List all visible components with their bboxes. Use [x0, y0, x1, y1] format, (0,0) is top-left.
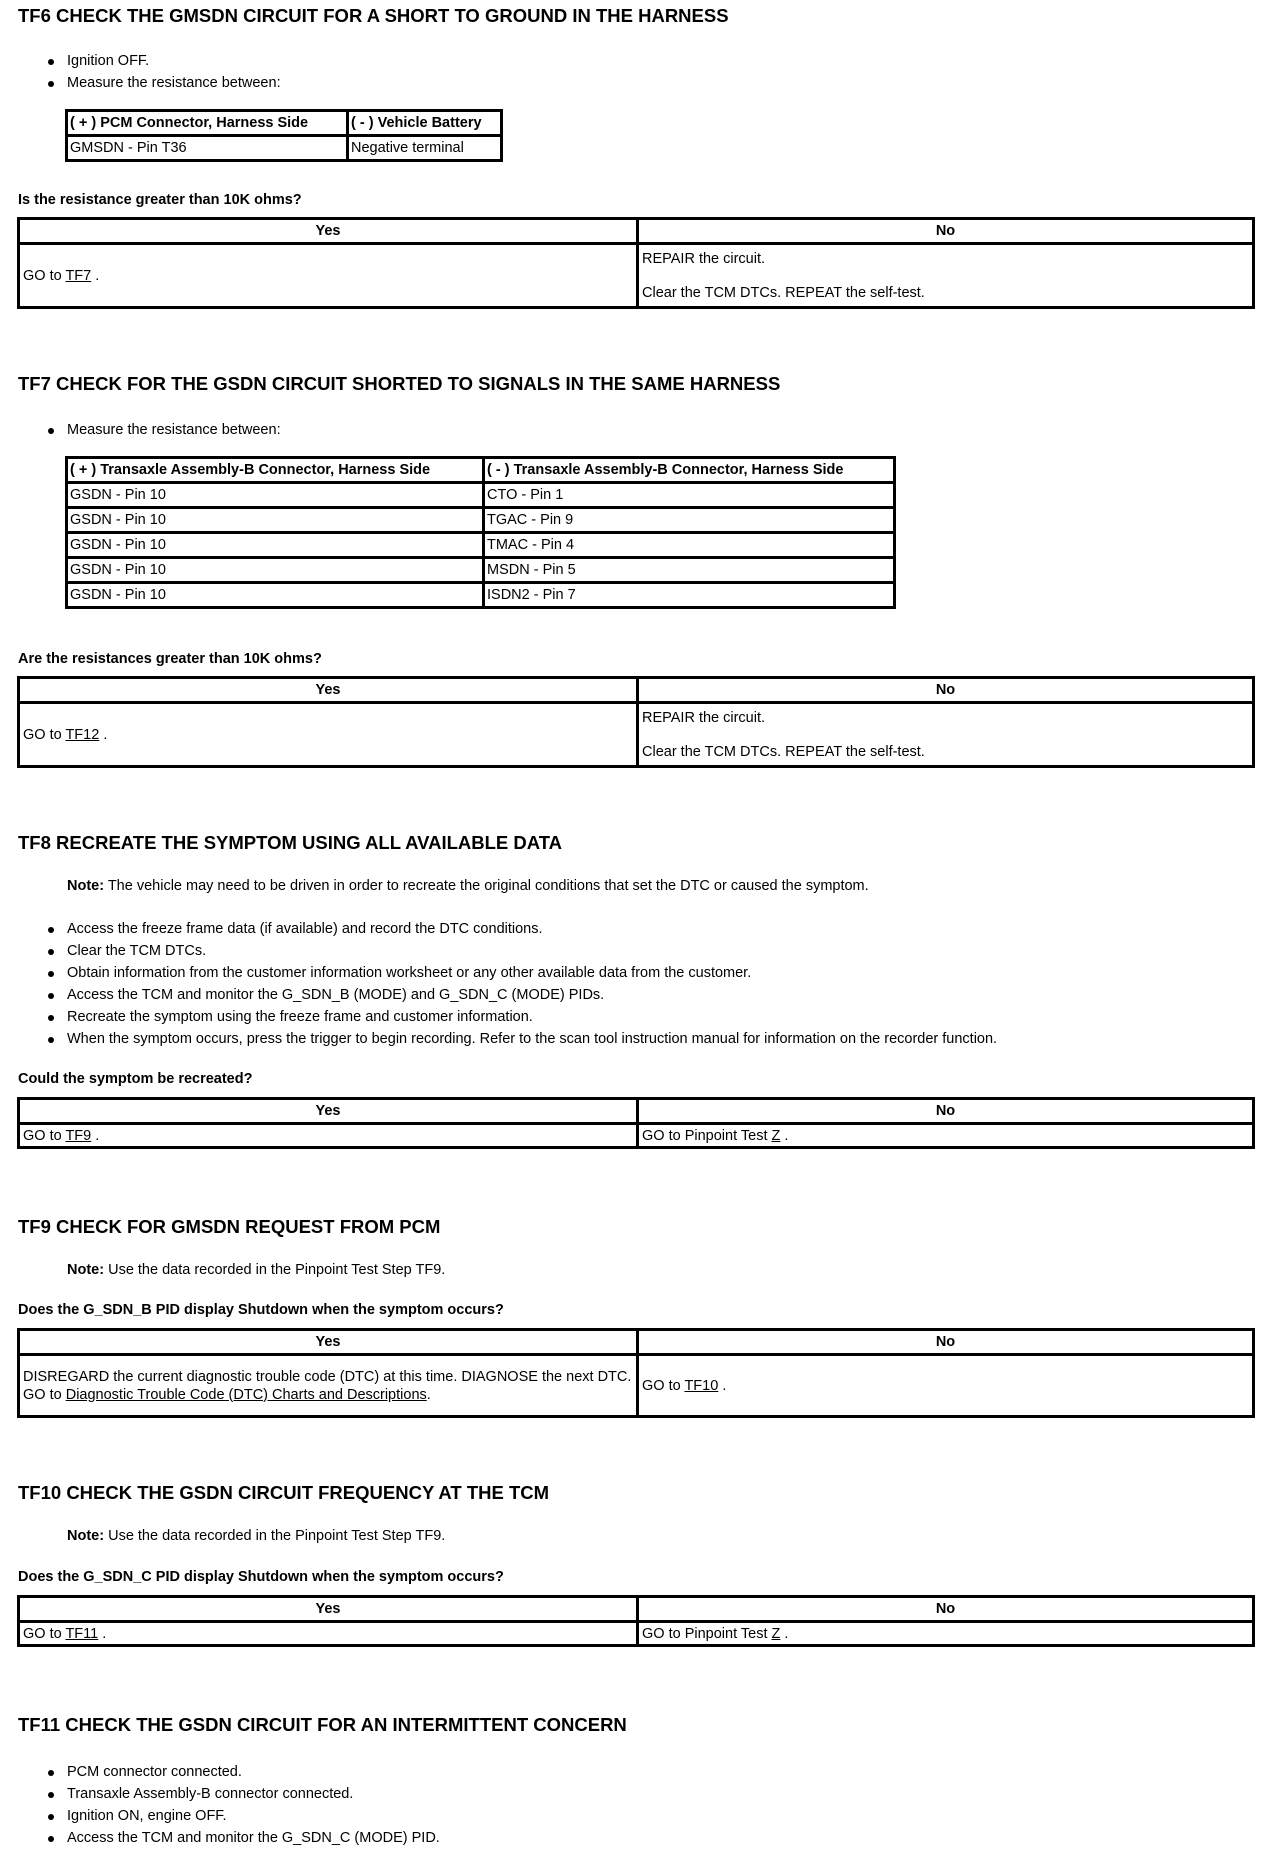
tf9-question: Does the G_SDN_B PID display Shutdown when the symptom occurs?	[18, 1302, 504, 1318]
list-item: Ignition OFF.	[48, 50, 281, 72]
tf9-link[interactable]: TF9	[65, 1127, 92, 1144]
tf6-bullet-list	[48, 50, 281, 94]
no-suffix: .	[780, 1625, 789, 1642]
list-item: When the symptom occurs, press the trigger to begin recording. Refer to the scan tool instruction manual for information on the recorder function.	[48, 1028, 997, 1050]
yes-suffix: .	[99, 726, 108, 743]
note-text: The vehicle may need to be driven in order to recreate the original conditions that set the DTC or caused the symptom.	[104, 878, 869, 894]
no-cell	[638, 244, 1254, 308]
table-header-cell: ( - ) Vehicle Battery	[348, 111, 502, 136]
table-row	[67, 508, 895, 533]
tf6-question: Is the resistance greater than 10K ohms?	[18, 192, 302, 208]
note-text: Use the data recorded in the Pinpoint Test Step TF9.	[104, 1528, 446, 1544]
no-header: No	[638, 678, 1254, 703]
table-row	[19, 1622, 1254, 1646]
pinpoint-test-z-link[interactable]: Z	[771, 1625, 781, 1642]
table-row	[67, 136, 502, 161]
tf8-bullet-list	[48, 918, 997, 1050]
tf8-heading: TF8 RECREATE THE SYMPTOM USING ALL AVAILABLE DATA	[18, 832, 563, 853]
list-item: Ignition ON, engine OFF.	[48, 1805, 440, 1827]
tf12-link[interactable]: TF12	[65, 726, 100, 743]
no-text: GO to Pinpoint Test	[642, 1625, 772, 1642]
no-header: No	[638, 219, 1254, 244]
note-label: Note:	[67, 1528, 105, 1544]
table-cell: GMSDN - Pin T36	[67, 136, 348, 161]
list-item: Access the TCM and monitor the G_SDN_C (MODE) PID.	[48, 1827, 440, 1849]
note-text: Use the data recorded in the Pinpoint Test Step TF9.	[104, 1262, 446, 1278]
list-item: Obtain information from the customer information worksheet or any other available data from the customer.	[48, 962, 997, 984]
tf11-bullet-list	[48, 1761, 440, 1849]
tf6-connector-table	[65, 109, 503, 162]
no-text-line1: REPAIR the circuit.	[642, 709, 766, 726]
note-label: Note:	[67, 1262, 105, 1278]
tf8-note	[67, 878, 869, 894]
pinpoint-test-z-link[interactable]: Z	[771, 1127, 781, 1144]
yes-header: Yes	[19, 678, 638, 703]
table-cell: GSDN - Pin 10	[67, 558, 484, 583]
tf8-question: Could the symptom be recreated?	[18, 1071, 253, 1087]
yes-header: Yes	[19, 1330, 638, 1355]
tf6-heading: TF6 CHECK THE GMSDN CIRCUIT FOR A SHORT TO GROUND IN THE HARNESS	[18, 5, 729, 26]
table-cell: Negative terminal	[348, 136, 502, 161]
table-row	[67, 483, 895, 508]
list-item: PCM connector connected.	[48, 1761, 440, 1783]
tf7-question: Are the resistances greater than 10K ohms?	[18, 651, 322, 667]
no-cell	[638, 1124, 1254, 1148]
tf7-heading: TF7 CHECK FOR THE GSDN CIRCUIT SHORTED TO SIGNALS IN THE SAME HARNESS	[18, 373, 781, 394]
table-cell: MSDN - Pin 5	[484, 558, 895, 583]
yes-cell	[19, 703, 638, 767]
yes-text: GO to	[23, 1127, 66, 1144]
tf7-decision-table	[17, 676, 1255, 768]
table-row	[67, 558, 895, 583]
tf6-decision-table	[17, 217, 1255, 309]
no-cell	[638, 1622, 1254, 1646]
tf7-link[interactable]: TF7	[65, 267, 92, 284]
no-cell	[638, 703, 1254, 767]
no-cell	[638, 1355, 1254, 1417]
yes-header: Yes	[19, 1597, 638, 1622]
note-label: Note:	[67, 878, 105, 894]
no-text-line2: Clear the TCM DTCs. REPEAT the self-test.	[642, 743, 925, 760]
list-item: Measure the resistance between:	[48, 419, 281, 441]
table-header-row	[67, 111, 502, 136]
tf9-heading: TF9 CHECK FOR GMSDN REQUEST FROM PCM	[18, 1216, 441, 1237]
tf9-decision-table	[17, 1328, 1255, 1418]
tf7-connector-table	[65, 456, 896, 609]
yes-text: GO to	[23, 726, 66, 743]
table-cell: CTO - Pin 1	[484, 483, 895, 508]
dtc-charts-link[interactable]: Diagnostic Trouble Code (DTC) Charts and Descriptions	[65, 1386, 427, 1403]
tf9-note	[67, 1262, 445, 1278]
list-item: Access the freeze frame data (if available) and record the DTC conditions.	[48, 918, 997, 940]
yes-cell	[19, 1355, 638, 1417]
tf10-question: Does the G_SDN_C PID display Shutdown when the symptom occurs?	[18, 1569, 504, 1585]
table-header-row	[19, 1330, 1254, 1355]
table-row	[67, 583, 895, 608]
yes-cell	[19, 244, 638, 308]
tf10-decision-table	[17, 1595, 1255, 1647]
table-cell: GSDN - Pin 10	[67, 508, 484, 533]
yes-cell	[19, 1124, 638, 1148]
yes-header: Yes	[19, 219, 638, 244]
no-text-line1: REPAIR the circuit.	[642, 250, 766, 267]
tf8-decision-table	[17, 1097, 1255, 1149]
table-header-cell: ( + ) Transaxle Assembly-B Connector, Harness Side	[67, 458, 484, 483]
yes-cell	[19, 1622, 638, 1646]
list-item: Clear the TCM DTCs.	[48, 940, 997, 962]
no-header: No	[638, 1330, 1254, 1355]
table-row	[19, 1355, 1254, 1417]
yes-suffix: .	[98, 1625, 107, 1642]
tf10-link[interactable]: TF10	[684, 1377, 719, 1394]
yes-text: GO to	[23, 1625, 66, 1642]
table-header-row	[19, 678, 1254, 703]
yes-suffix: .	[91, 1127, 100, 1144]
list-item: Transaxle Assembly-B connector connected.	[48, 1783, 440, 1805]
tf11-link[interactable]: TF11	[65, 1625, 99, 1642]
no-header: No	[638, 1597, 1254, 1622]
tf7-bullet-list	[48, 419, 281, 441]
yes-suffix: .	[426, 1386, 431, 1403]
list-item: Measure the resistance between:	[48, 72, 281, 94]
yes-suffix: .	[91, 267, 100, 284]
table-row	[19, 244, 1254, 308]
table-cell: ISDN2 - Pin 7	[484, 583, 895, 608]
table-cell: GSDN - Pin 10	[67, 483, 484, 508]
table-header-row	[67, 458, 895, 483]
table-header-row	[19, 1597, 1254, 1622]
yes-header: Yes	[19, 1099, 638, 1124]
list-item: Recreate the symptom using the freeze frame and customer information.	[48, 1006, 997, 1028]
yes-text: GO to	[23, 267, 66, 284]
tf11-heading: TF11 CHECK THE GSDN CIRCUIT FOR AN INTERMITTENT CONCERN	[18, 1714, 627, 1735]
no-suffix: .	[780, 1127, 789, 1144]
table-row	[19, 703, 1254, 767]
table-row	[19, 1124, 1254, 1148]
table-header-cell: ( - ) Transaxle Assembly-B Connector, Harness Side	[484, 458, 895, 483]
tf10-note	[67, 1528, 445, 1544]
no-text-line2: Clear the TCM DTCs. REPEAT the self-test.	[642, 284, 925, 301]
table-header-row	[19, 1099, 1254, 1124]
table-cell: GSDN - Pin 10	[67, 583, 484, 608]
table-cell: GSDN - Pin 10	[67, 533, 484, 558]
table-row	[67, 533, 895, 558]
no-text: GO to	[642, 1377, 685, 1394]
list-item: Access the TCM and monitor the G_SDN_B (MODE) and G_SDN_C (MODE) PIDs.	[48, 984, 997, 1006]
table-header-cell: ( + ) PCM Connector, Harness Side	[67, 111, 348, 136]
table-cell: TMAC - Pin 4	[484, 533, 895, 558]
table-header-row	[19, 219, 1254, 244]
table-cell: TGAC - Pin 9	[484, 508, 895, 533]
no-text: GO to Pinpoint Test	[642, 1127, 772, 1144]
tf10-heading: TF10 CHECK THE GSDN CIRCUIT FREQUENCY AT THE TCM	[18, 1482, 550, 1503]
yes-text: DISREGARD the current diagnostic trouble code (DTC) at this time. DIAGNOSE the next DTC. GO to	[23, 1368, 632, 1403]
no-header: No	[638, 1099, 1254, 1124]
no-suffix: .	[718, 1377, 727, 1394]
